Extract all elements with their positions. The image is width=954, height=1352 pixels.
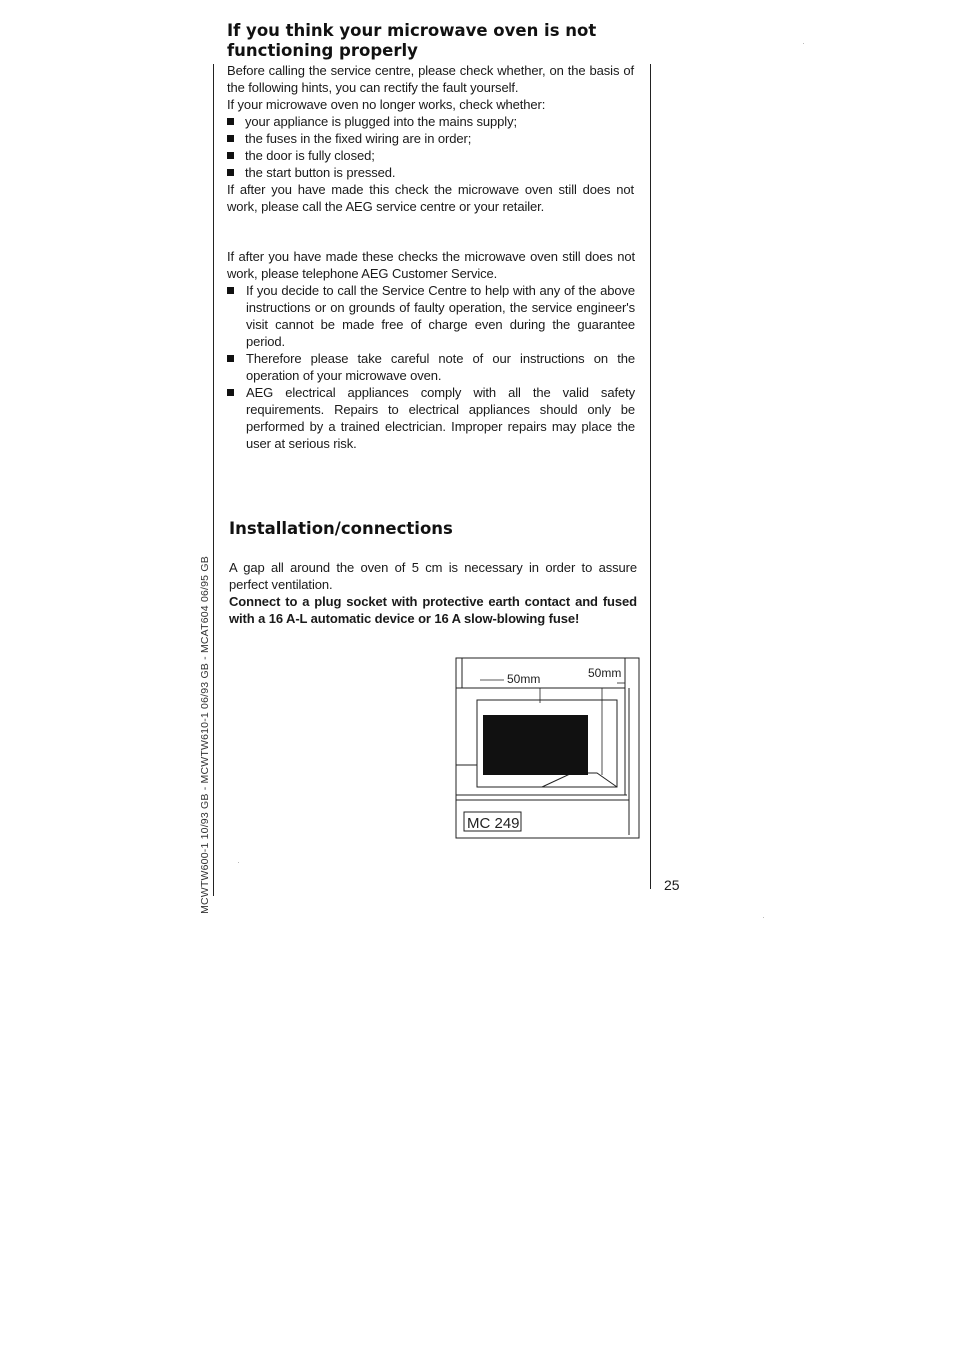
- scan-speck: [763, 917, 764, 918]
- bullet-square-icon: [227, 169, 234, 176]
- check-intro: If your microwave oven no longer works, check whether:: [227, 97, 546, 112]
- installation-section: [229, 559, 637, 627]
- oven-clearance-diagram: [452, 655, 642, 841]
- scan-speck: [238, 862, 239, 863]
- bullet-square-icon: [227, 135, 234, 142]
- service-paragraph: If after you have made these checks the microwave oven still does not work, please telephone AEG Customer Service.: [227, 249, 635, 281]
- service-list: [227, 282, 635, 452]
- installation-heading: Installation/connections: [229, 519, 453, 538]
- check-list: [227, 113, 634, 181]
- document-code: MCWTW600-1 10/93 GB - MCWTW610-1 06/93 GB - MCAT604 06/95 GB: [199, 556, 211, 914]
- list-item: Therefore please take careful note of our instructions on the operation of your microwave oven.: [227, 350, 635, 384]
- left-margin-rule: [213, 64, 214, 896]
- list-item: AEG electrical appliances comply with all the valid safety requirements. Repairs to electrical appliances should only be performed by a trained electrician. Improper repairs may place the user at serious risk.: [227, 384, 635, 452]
- bullet-square-icon: [227, 152, 234, 159]
- troubleshooting-heading: If you think your microwave oven is not functioning properly: [227, 21, 597, 60]
- after-checks-paragraph: If after you have made this check the microwave oven still does not work, please call the AEG service centre or your retailer.: [227, 182, 634, 214]
- troubleshooting-intro: [227, 62, 634, 215]
- gap-side-label: 50mm: [588, 666, 622, 680]
- list-item: your appliance is plugged into the mains supply;: [227, 113, 634, 130]
- bullet-square-icon: [227, 389, 234, 396]
- list-item: the fuses in the fixed wiring are in order;: [227, 130, 634, 147]
- bullet-square-icon: [227, 118, 234, 125]
- list-item: the start button is pressed.: [227, 164, 634, 181]
- list-item: If you decide to call the Service Centre to help with any of the above instructions or on grounds of faulty operation, the service engineer's visit cannot be made free of charge even during the guarantee period.: [227, 282, 635, 350]
- right-margin-rule: [650, 64, 651, 889]
- model-label: MC 249: [467, 815, 520, 832]
- list-item: the door is fully closed;: [227, 147, 634, 164]
- scan-speck: [803, 43, 804, 44]
- earth-contact-warning: Connect to a plug socket with protective earth contact and fused with a 16 A-L automatic device or 16 A slow-blowing fuse!: [229, 594, 637, 626]
- intro-paragraph: Before calling the service centre, please check whether, on the basis of the following hints, you can rectify the fault yourself.: [227, 63, 634, 95]
- ventilation-paragraph: A gap all around the oven of 5 cm is necessary in order to assure perfect ventilation.: [229, 560, 637, 592]
- bullet-square-icon: [227, 355, 234, 362]
- gap-top-label: 50mm: [507, 672, 541, 686]
- oven-window: [483, 715, 588, 775]
- service-section: [227, 248, 635, 452]
- bullet-square-icon: [227, 287, 234, 294]
- page-number: 25: [664, 877, 680, 893]
